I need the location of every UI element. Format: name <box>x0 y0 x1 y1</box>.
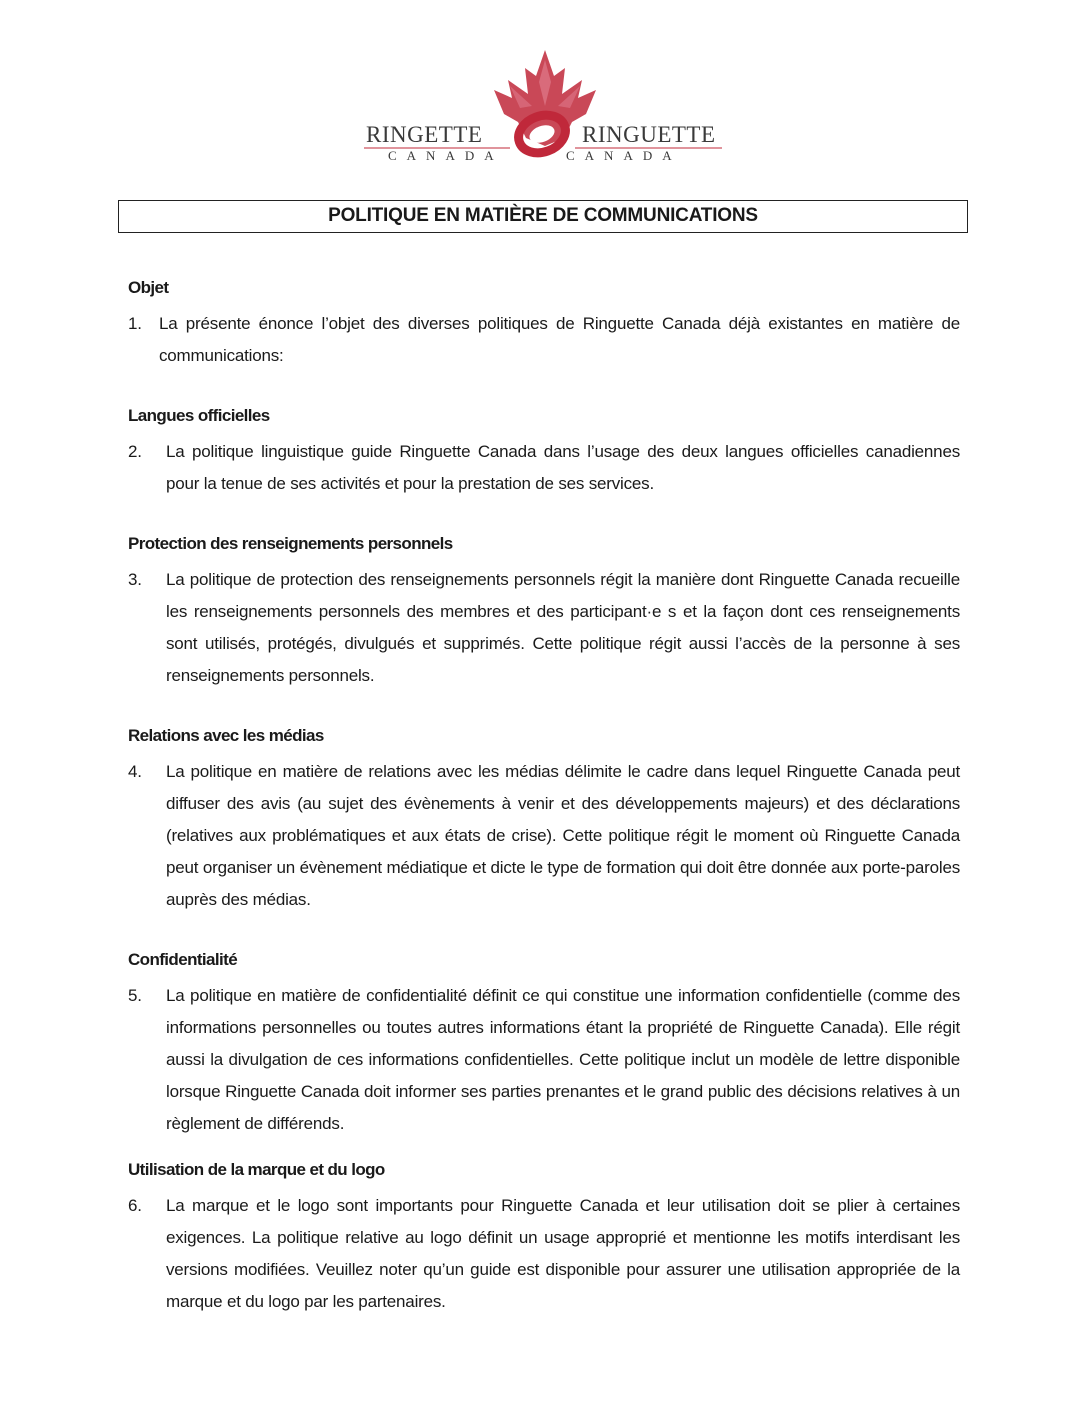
section-heading: Utilisation de la marque et du logo <box>128 1160 385 1179</box>
item-text: La politique de protection des renseignements personnels régit la manière dont Ringuette Canada recueille les renseignements personnels des membres et des participant·e s et la façon dont ces renseignements sont utilisés, protégés, divulgués et supprimés. Cette politique régit aussi l’accès de la personne à ses renseignements personnels. <box>166 570 960 685</box>
section-heading: Langues officielles <box>128 406 270 425</box>
list-item <box>128 436 960 500</box>
document-title: POLITIQUE EN MATIÈRE DE COMMUNICATIONS <box>118 200 968 233</box>
section-langues-officielles <box>128 404 960 532</box>
list-item <box>128 308 960 372</box>
section-heading: Objet <box>128 278 169 297</box>
logo-text-ringette: RINGETTE <box>366 122 483 147</box>
section-relations-medias <box>128 724 960 948</box>
logo-text-canada-left: CANADA <box>388 148 504 163</box>
item-text: La politique linguistique guide Ringuette Canada dans l’usage des deux langues officielles canadiennes pour la tenue de ses activités et pour la prestation de ses services. <box>166 442 960 493</box>
list-item <box>128 756 960 916</box>
section-marque-logo <box>128 1158 960 1311</box>
item-text: La présente énonce l’objet des diverses politiques de Ringuette Canada déjà existantes en matière de communications: <box>159 314 960 365</box>
policy-content <box>128 276 960 1311</box>
item-number: 5. <box>128 986 142 1005</box>
list-item <box>128 1190 960 1318</box>
item-number: 4. <box>128 762 142 781</box>
section-protection-renseignements <box>128 532 960 724</box>
section-confidentialite <box>128 948 960 1158</box>
section-objet <box>128 276 960 404</box>
ringette-canada-logo <box>360 46 730 168</box>
item-text: La marque et le logo sont importants pour Ringuette Canada et leur utilisation doit se plier à certaines exigences. La politique relative au logo définit un usage approprié et mentionne les motifs interdisant les versions modifiées. Veuillez noter qu’un guide est disponible pour assurer une utilisation appropriée de la marque et du logo par les partenaires. <box>166 1196 960 1311</box>
item-number: 1. <box>128 314 142 333</box>
item-number: 2. <box>128 442 142 461</box>
item-text: La politique en matière de relations avec les médias délimite le cadre dans lequel Ringuette Canada peut diffuser des avis (au sujet des évènements à venir et des développements majeurs) et des déclarations (relatives aux problématiques et aux états de crise). Cette politique régit le moment où Ringuette Canada peut organiser un évènement médiatique et dicte le type de formation qui doit être donnée aux porte-paroles auprès des médias. <box>166 762 960 909</box>
list-item <box>128 564 960 692</box>
section-heading: Relations avec les médias <box>128 726 324 745</box>
item-number: 3. <box>128 570 142 589</box>
section-heading: Confidentialité <box>128 950 238 969</box>
item-text: La politique en matière de confidentialité définit ce qui constitue une information confidentielle (comme des informations personnelles ou toutes autres informations étant la propriété de Ringuette Canada). Elle régit aussi la divulgation de ces informations confidentielles. Cette politique inclut un modèle de lettre disponible lorsque Ringuette Canada doit informer ses parties prenantes et le grand public des décisions relatives à un règlement de différends. <box>166 986 960 1133</box>
section-heading: Protection des renseignements personnels <box>128 534 453 553</box>
logo-text-canada-right: CANADA <box>566 148 682 163</box>
logo-text-ringuette: RINGUETTE <box>582 122 716 147</box>
item-number: 6. <box>128 1196 142 1215</box>
list-item <box>128 980 960 1140</box>
